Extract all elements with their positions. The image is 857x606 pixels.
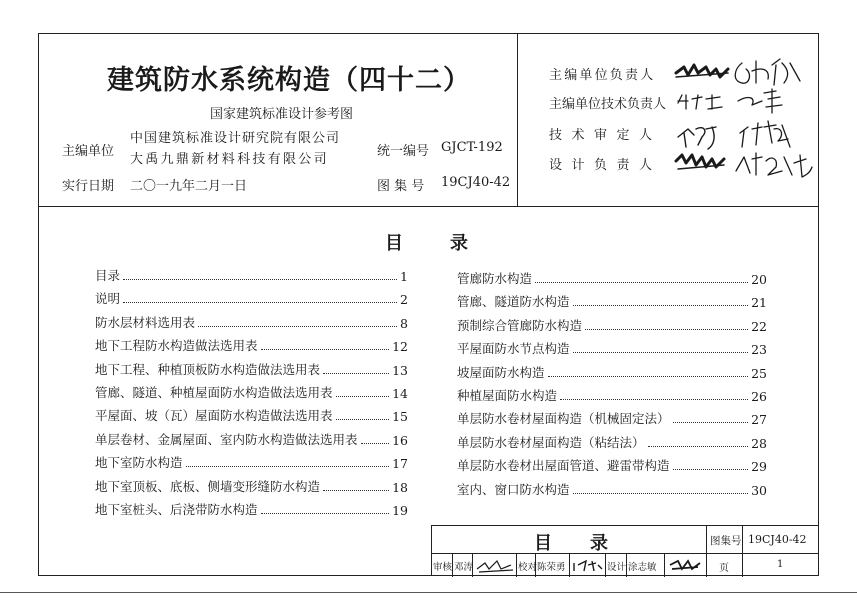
toc-entry[interactable] (457, 482, 767, 498)
title-block-atlas-value: 19CJ40-42 (748, 533, 807, 546)
check-label: 校对 (518, 562, 538, 573)
toc-leader-dots (336, 396, 390, 397)
checker-name: 陈荣勇 (537, 562, 566, 573)
reviewer-name: 邓涛 (454, 562, 474, 573)
signatory-role-3: 技术审定人 (549, 128, 662, 143)
toc-title-char-2: 录 (450, 233, 468, 254)
title-block (431, 525, 819, 576)
toc-entry-title: 单层防水卷材屋面构造（机械固定法） (457, 411, 670, 427)
toc-entry-page: 25 (751, 365, 767, 381)
toc-leader-dots (673, 422, 749, 423)
editor-unit-2: 大禹九鼎新材料科技有限公司 (130, 152, 329, 167)
toc-entry-page: 30 (751, 482, 767, 498)
signatory-role-4: 设计负责人 (549, 158, 662, 173)
toc-entry-page: 22 (751, 318, 767, 334)
unified-number: GJCT-192 (441, 140, 503, 155)
impl-date: 二〇一九年二月一日 (130, 179, 248, 194)
toc-entry-page: 18 (392, 479, 408, 495)
toc-entry-title: 管廊、隧道防水构造 (457, 294, 570, 310)
toc-entry[interactable] (457, 411, 767, 427)
toc-entry-page: 12 (392, 339, 408, 355)
reviewer-signature (475, 555, 515, 575)
toc-leader-dots (548, 376, 749, 377)
toc-entry-title: 目录 (95, 268, 121, 283)
toc-entry[interactable] (95, 268, 408, 284)
toc-entry-title: 管廊、隧道、种植屋面防水构造做法选用表 (95, 385, 333, 400)
toc-entry-page: 13 (392, 362, 408, 378)
toc-entry-page: 19 (392, 503, 408, 518)
toc-leader-dots (648, 446, 749, 447)
toc-entry[interactable] (457, 341, 767, 357)
toc-entry[interactable] (95, 291, 408, 307)
toc-title-char-1: 目 (385, 233, 403, 254)
toc-entry-page: 27 (751, 412, 767, 428)
toc-leader-dots (186, 466, 390, 467)
toc-entry-page: 28 (751, 435, 767, 451)
toc-leader-dots (323, 373, 389, 374)
page-edge-line (0, 592, 857, 593)
toc-leader-dots (361, 443, 390, 444)
title-block-page-value: 1 (777, 559, 784, 570)
impl-date-label: 实行日期 (62, 179, 115, 194)
toc-leader-dots (535, 282, 748, 283)
toc-entry-page: 14 (392, 386, 408, 401)
toc-entry[interactable] (95, 315, 408, 331)
toc-entry-page: 21 (751, 295, 767, 311)
toc-entry-title: 地下室防水构造 (95, 455, 183, 471)
toc-entry-title: 单层卷材、金属屋面、室内防水构造做法选用表 (95, 431, 358, 447)
toc-entry-title: 单层防水卷材出屋面管道、避雷带构造 (457, 458, 670, 474)
toc-leader-dots (573, 493, 749, 494)
toc-entry[interactable] (457, 318, 767, 334)
toc-entry[interactable] (95, 432, 408, 448)
toc-entry-title: 预制综合管廊防水构造 (457, 317, 583, 333)
toc-leader-dots (261, 513, 390, 514)
toc-entry[interactable] (457, 294, 767, 310)
toc-leader-dots (560, 399, 748, 400)
signatory-role-1: 主编单位负责人 (549, 68, 656, 83)
review-label: 审核 (433, 562, 453, 573)
toc-entry-page: 20 (751, 272, 767, 287)
toc-leader-dots (673, 469, 749, 470)
toc-entry-title: 地下工程防水构造做法选用表 (95, 338, 258, 354)
unified-number-label: 统一编号 (377, 144, 430, 159)
toc-entry[interactable] (457, 388, 767, 404)
toc-leader-dots (123, 302, 397, 303)
header-vertical-divider (517, 33, 518, 206)
checker-signature (572, 555, 604, 575)
toc-leader-dots (336, 419, 390, 420)
toc-entry-title: 平屋面、坡（瓦）屋面防水构造做法选用表 (95, 408, 333, 424)
toc-entry-title: 说明 (95, 291, 121, 307)
subtitle: 国家建筑标准设计参考图 (210, 107, 354, 122)
toc-entry-title: 室内、窗口防水构造 (457, 481, 570, 497)
page-title: 建筑防水系统构造（四十二） (107, 65, 471, 96)
toc-entry[interactable] (95, 408, 408, 424)
toc-entry-title: 管廊防水构造 (457, 271, 533, 286)
toc-entry-title: 地下室桩头、后浇带防水构造 (95, 502, 258, 517)
atlas-number-label: 图 集 号 (377, 179, 425, 194)
toc-entry-page: 1 (400, 269, 408, 284)
toc-entry-page: 2 (400, 292, 408, 308)
toc-entry[interactable] (457, 365, 767, 381)
toc-leader-dots (261, 349, 390, 350)
toc-entry-title: 地下工程、种植顶板防水构造做法选用表 (95, 361, 321, 377)
atlas-number: 19CJ40-42 (441, 175, 511, 190)
toc-entry-page: 8 (400, 315, 408, 331)
designer-name: 涂志敏 (628, 562, 657, 573)
toc-entry-page: 16 (392, 432, 408, 448)
toc-entry-title: 平屋面防水节点构造 (457, 341, 570, 357)
toc-leader-dots (585, 329, 748, 330)
title-block-name-char-2: 录 (590, 533, 608, 554)
title-block-atlas-label: 图集号 (710, 535, 742, 547)
toc-entry[interactable] (95, 362, 408, 378)
toc-entry-title: 种植屋面防水构造 (457, 388, 558, 403)
toc-entry-title: 单层防水卷材屋面构造（粘结法） (457, 434, 645, 450)
toc-leader-dots (573, 352, 749, 353)
toc-entry-title: 地下室顶板、底板、侧墙变形缝防水构造 (95, 478, 321, 494)
toc-entry-page: 17 (392, 456, 408, 472)
toc-entry-title: 坡屋面防水构造 (457, 364, 545, 380)
toc-entry[interactable] (457, 435, 767, 451)
toc-entry-page: 26 (751, 389, 767, 404)
design-label: 设计 (607, 562, 627, 573)
toc-entry[interactable] (95, 455, 408, 471)
signatory-role-2: 主编单位技术负责人 (549, 97, 667, 112)
toc-leader-dots (123, 279, 397, 280)
toc-leader-dots (573, 305, 749, 306)
editor-unit-1: 中国建筑标准设计研究院有限公司 (130, 131, 341, 146)
toc-entry[interactable] (95, 479, 408, 495)
toc-entry-title: 防水层材料选用表 (95, 314, 196, 330)
title-block-name-char-1: 目 (534, 533, 552, 554)
editor-unit-label: 主编单位 (62, 144, 115, 159)
toc-entry[interactable] (457, 458, 767, 474)
toc-leader-dots (198, 326, 397, 327)
toc-entry-page: 29 (751, 459, 767, 475)
toc-entry-page: 23 (751, 342, 767, 358)
handwritten-signatures (672, 55, 817, 190)
title-block-page-label: 页 (719, 563, 729, 574)
toc-entry[interactable] (95, 338, 408, 354)
header-divider (38, 206, 819, 207)
toc-entry[interactable] (457, 271, 767, 287)
toc-entry-page: 15 (392, 409, 408, 425)
designer-signature (668, 555, 704, 575)
toc-leader-dots (323, 490, 389, 491)
toc-entry[interactable] (95, 502, 408, 518)
toc-entry[interactable] (95, 385, 408, 401)
